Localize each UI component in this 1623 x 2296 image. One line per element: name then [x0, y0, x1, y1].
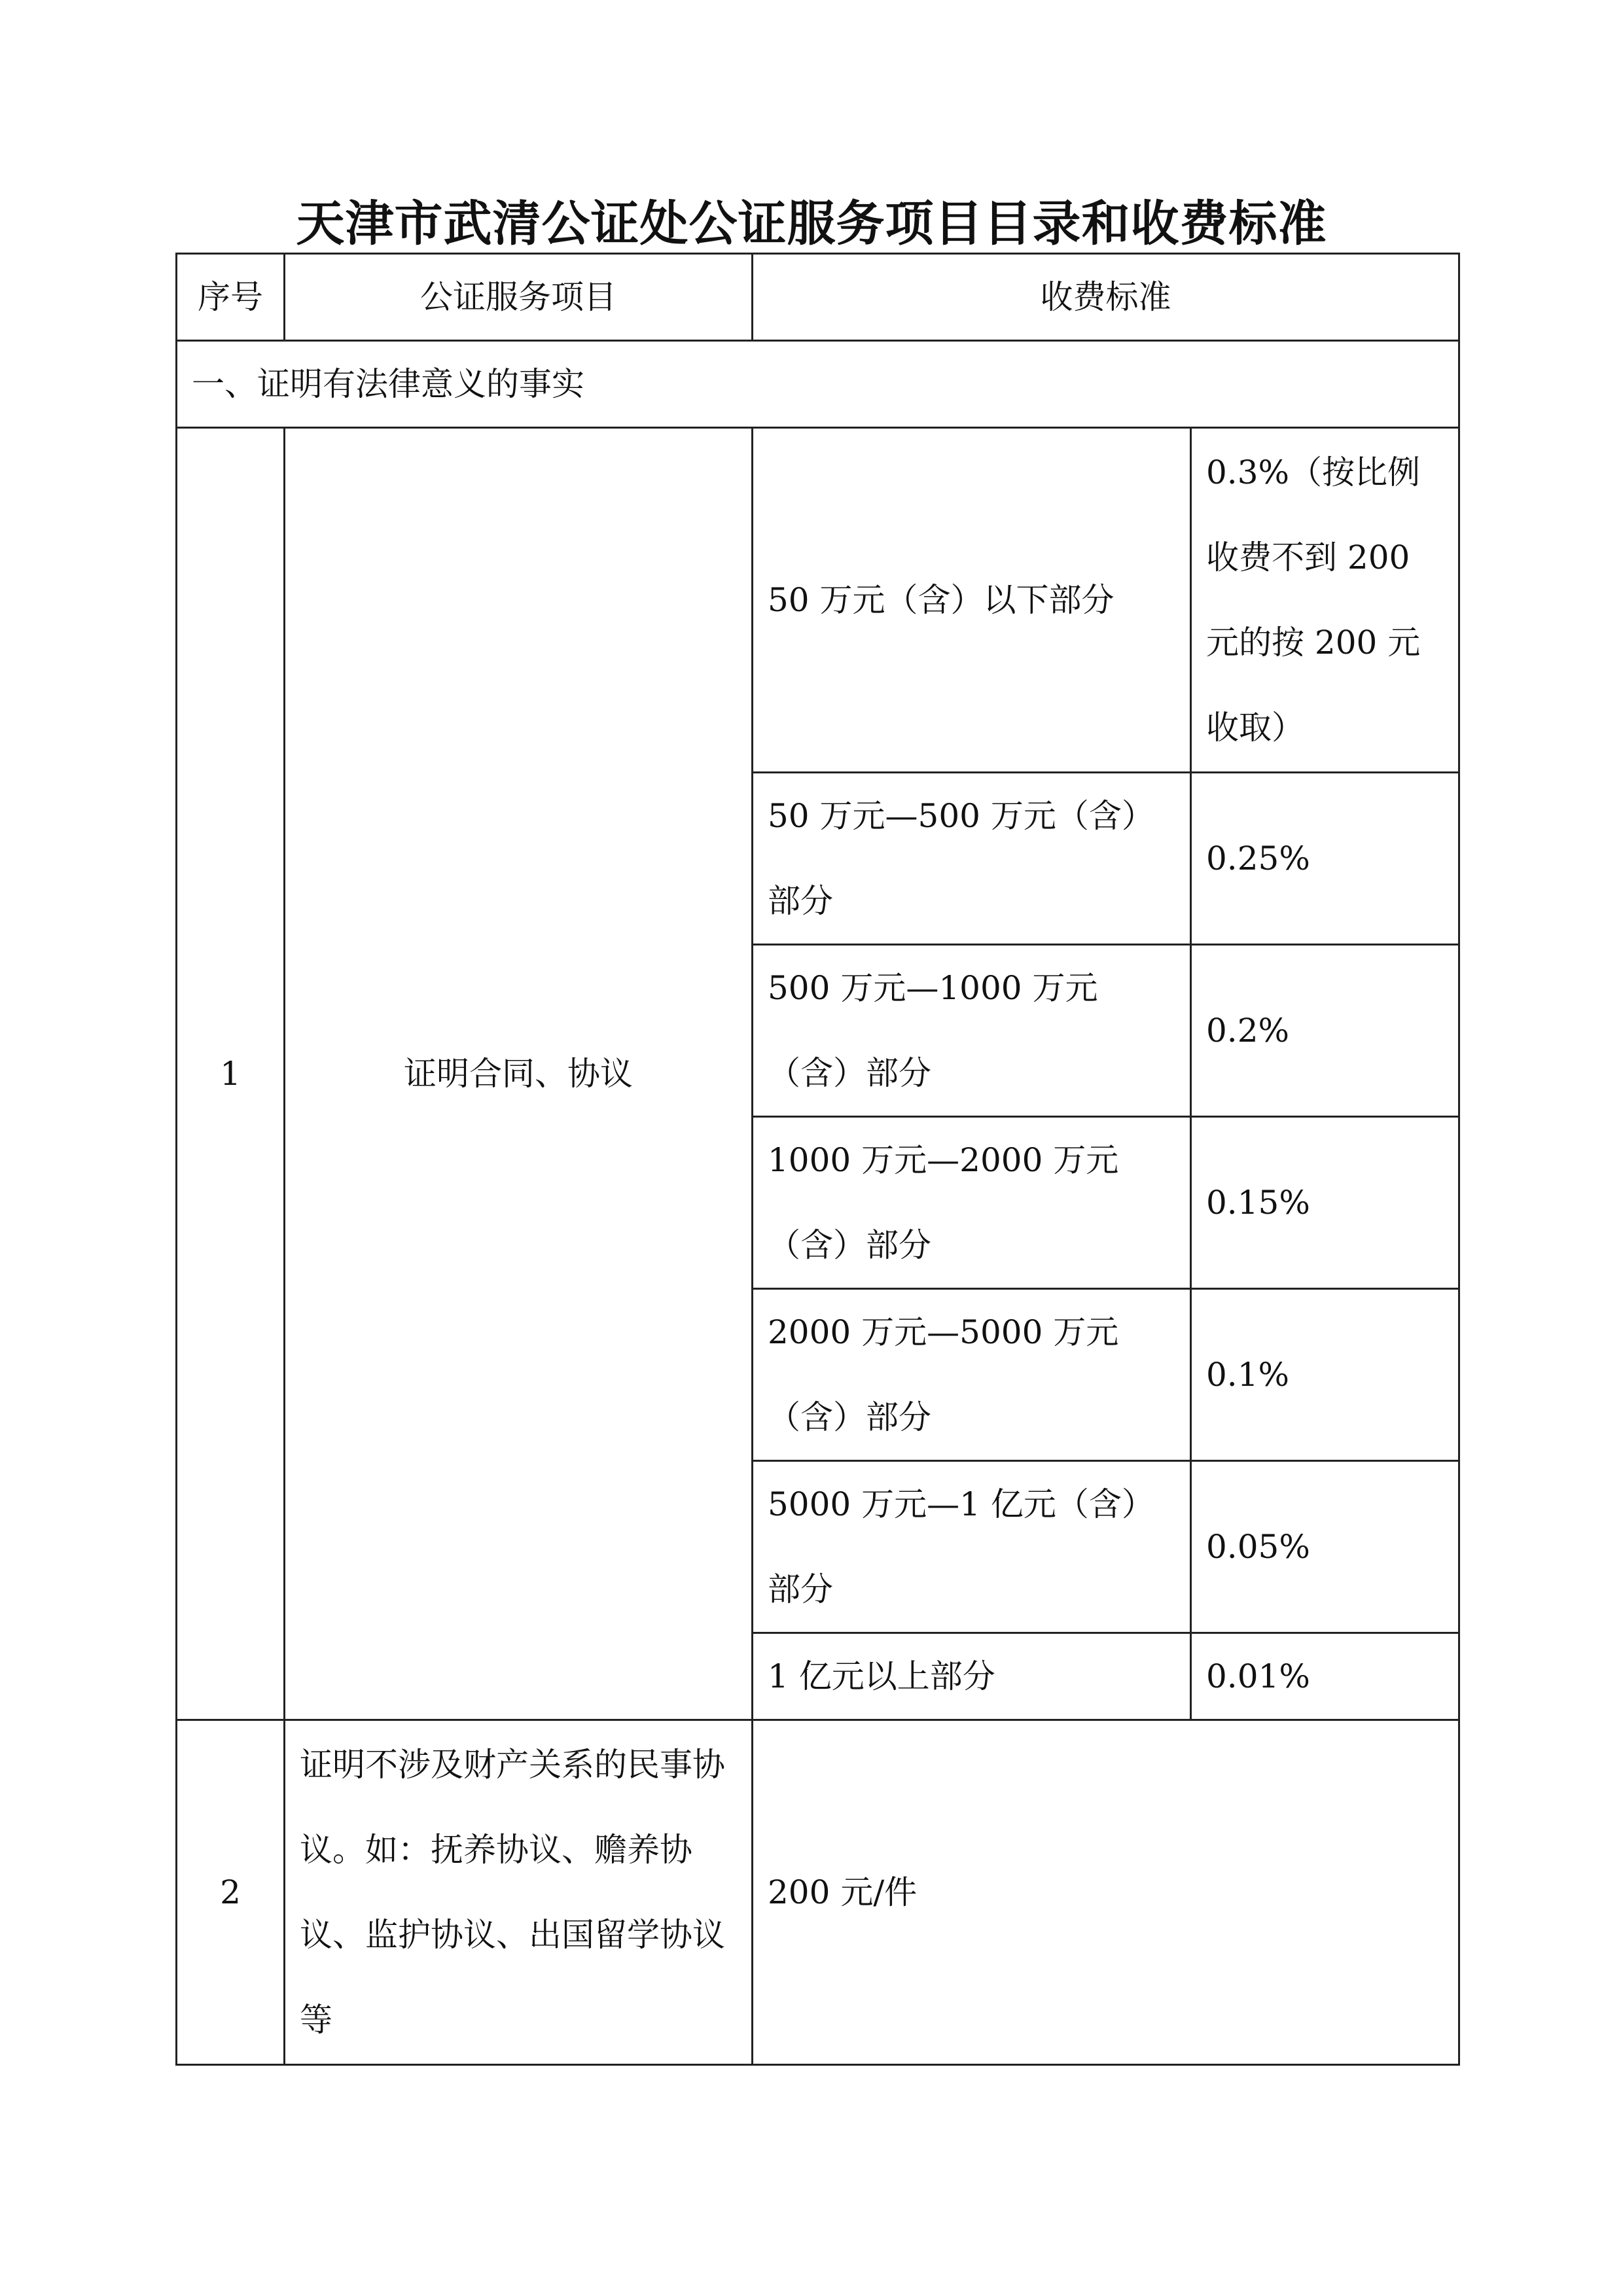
service-item: 证明不涉及财产关系的民事协议。如：抚养协议、赡养协议、监护协议、出国留学协议等: [285, 1720, 753, 2065]
fee-rate: 0.15%: [1191, 1117, 1459, 1289]
fee-range: 500 万元—1000 万元（含）部分: [753, 945, 1191, 1117]
table-header-row: [177, 254, 1459, 341]
fee-range: 1 亿元以上部分: [753, 1633, 1191, 1720]
fee-rate: 0.1%: [1191, 1289, 1459, 1461]
fee-range: 50 万元—500 万元（含）部分: [753, 773, 1191, 945]
row-number: 1: [177, 428, 285, 1720]
table-row: [177, 428, 1459, 773]
fee-range: 1000 万元—2000 万元（含）部分: [753, 1117, 1191, 1289]
fee-rate: 0.01%: [1191, 1633, 1459, 1720]
header-no: 序号: [177, 254, 285, 341]
section-label: 一、证明有法律意义的事实: [177, 341, 1459, 428]
page-title: 天津市武清公证处公证服务项目目录和收费标准: [296, 196, 1327, 252]
table-row: [177, 1720, 1459, 2065]
fee-range: 5000 万元—1 亿元（含）部分: [753, 1461, 1191, 1633]
section-row: [177, 341, 1459, 428]
fee-rate: 0.25%: [1191, 773, 1459, 945]
fee-standard: 200 元/件: [753, 1720, 1459, 2065]
service-item: 证明合同、协议: [285, 428, 753, 1720]
fee-range: 2000 万元—5000 万元（含）部分: [753, 1289, 1191, 1461]
fee-rate: 0.3%（按比例收费不到 200 元的按 200 元收取）: [1191, 428, 1459, 773]
header-item: 公证服务项目: [285, 254, 753, 341]
fee-range: 50 万元（含）以下部分: [753, 428, 1191, 773]
fee-rate: 0.2%: [1191, 945, 1459, 1117]
header-fee: 收费标准: [753, 254, 1459, 341]
fee-rate: 0.05%: [1191, 1461, 1459, 1633]
fee-table: [175, 253, 1460, 2066]
row-number: 2: [177, 1720, 285, 2065]
